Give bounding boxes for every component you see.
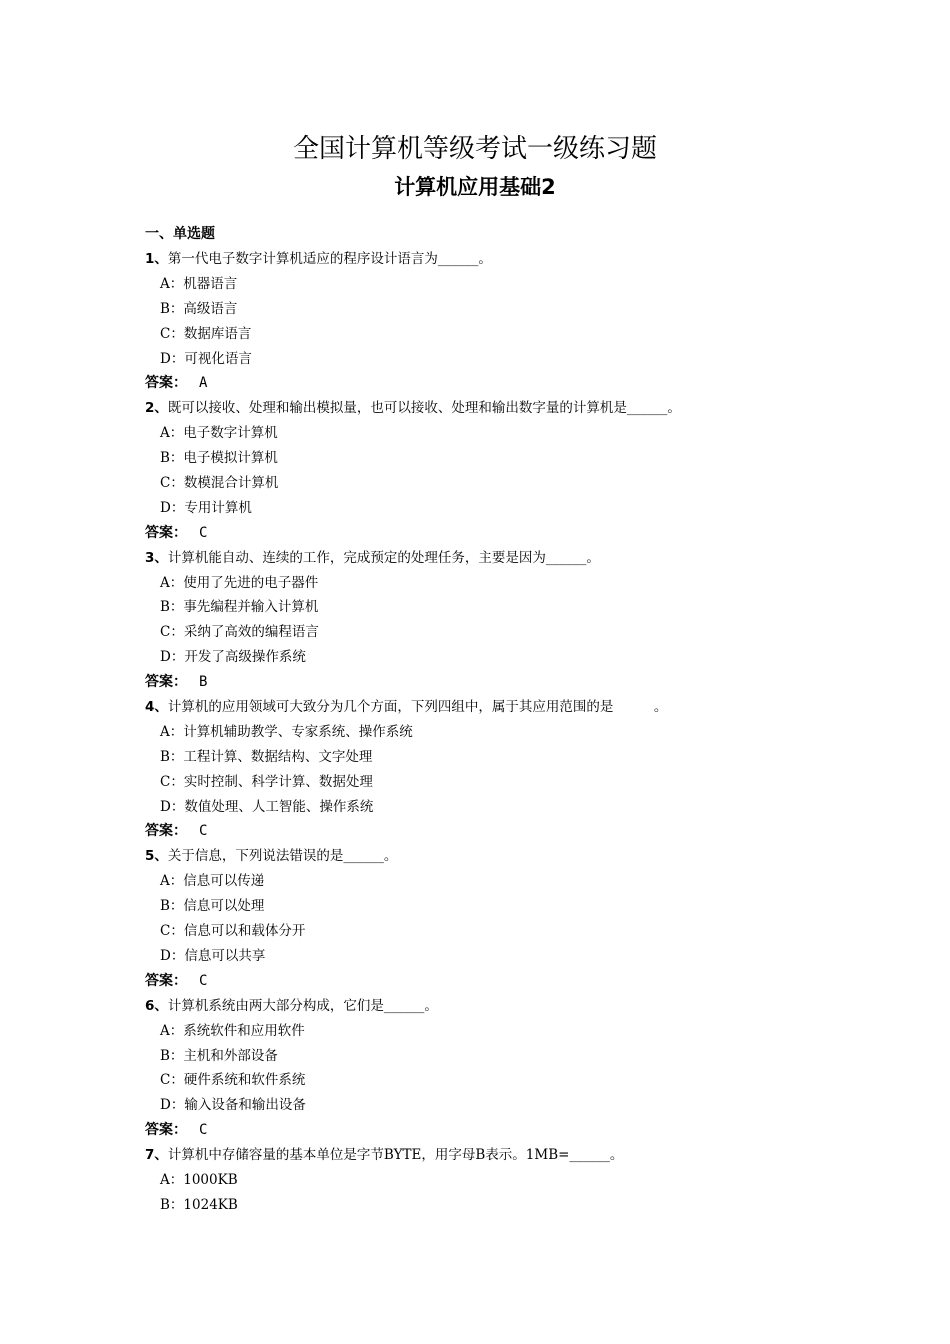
- option-text: 信息可以传递: [183, 873, 265, 890]
- answer-value: C: [199, 823, 208, 840]
- answer-label: 答案：: [145, 972, 187, 989]
- option-letter: B：: [160, 300, 184, 317]
- option-text: 高级语言: [183, 300, 238, 317]
- option-text: 数值处理、人工智能、操作系统: [184, 798, 374, 815]
- answer-label: 答案：: [145, 674, 187, 691]
- option-letter: D：: [160, 1097, 185, 1114]
- question-stem: [145, 844, 845, 869]
- option-letter: A：: [160, 1171, 184, 1188]
- option-text: 输入设备和输出设备: [184, 1097, 306, 1114]
- option-letter: C：: [160, 325, 184, 342]
- answer-option: [145, 720, 845, 745]
- option-letter: C：: [160, 773, 184, 790]
- option-letter: B：: [160, 898, 184, 915]
- answer-value: C: [199, 1122, 208, 1139]
- question-stem: [145, 247, 845, 272]
- option-text: 信息可以处理: [183, 898, 265, 915]
- option-text: 事先编程并输入计算机: [183, 599, 319, 616]
- option-letter: B：: [160, 1196, 184, 1213]
- section-heading: 一、单选题: [145, 226, 215, 242]
- answer-option: [145, 1193, 845, 1218]
- option-text: 实时控制、科学计算、数据处理: [183, 773, 373, 790]
- answer-option: [145, 595, 845, 620]
- answer-option: [145, 770, 845, 795]
- answer-option: [145, 944, 845, 969]
- answer-line: [145, 521, 845, 546]
- option-letter: A：: [160, 873, 184, 890]
- option-text: 主机和外部设备: [183, 1047, 278, 1064]
- question-number: 4、: [145, 699, 168, 716]
- question-block: [145, 1143, 845, 1218]
- question-block: [145, 695, 845, 844]
- answer-option: [145, 645, 845, 670]
- option-letter: D：: [160, 947, 185, 964]
- question-list: [145, 247, 845, 1218]
- option-text: 电子数字计算机: [183, 425, 278, 442]
- option-letter: D：: [160, 499, 185, 516]
- answer-label: 答案：: [145, 823, 187, 840]
- option-text: 1000KB: [183, 1171, 238, 1188]
- answer-label: 答案：: [145, 375, 187, 392]
- answer-option: [145, 745, 845, 770]
- question-block: [145, 546, 845, 695]
- option-text: 可视化语言: [184, 350, 252, 367]
- answer-line: [145, 819, 845, 844]
- option-text: 专用计算机: [184, 499, 252, 516]
- option-text: 采纳了高效的编程语言: [183, 624, 319, 641]
- question-text: 既可以接收、处理和输出模拟量，也可以接收、处理和输出数字量的计算机是______。: [167, 400, 681, 417]
- option-text: 信息可以共享: [184, 947, 266, 964]
- option-text: 信息可以和载体分开: [183, 923, 306, 940]
- option-letter: D：: [160, 350, 185, 367]
- option-letter: B：: [160, 450, 184, 467]
- option-text: 使用了先进的电子器件: [183, 574, 319, 591]
- answer-option: [145, 919, 845, 944]
- option-letter: B：: [160, 599, 184, 616]
- option-text: 系统软件和应用软件: [183, 1022, 305, 1039]
- question-stem: [145, 994, 845, 1019]
- answer-line: [145, 969, 845, 994]
- option-letter: C：: [160, 624, 184, 641]
- answer-label: 答案：: [145, 524, 187, 541]
- answer-option: [145, 322, 845, 347]
- answer-option: [145, 795, 845, 820]
- option-letter: C：: [160, 475, 184, 492]
- answer-option: [145, 297, 845, 322]
- option-text: 工程计算、数据结构、文字处理: [183, 748, 373, 765]
- question-stem: [145, 1143, 845, 1168]
- answer-option: [145, 1044, 845, 1069]
- answer-option: [145, 272, 845, 297]
- option-text: 机器语言: [183, 275, 238, 292]
- option-text: 1024KB: [183, 1196, 238, 1213]
- answer-value: C: [199, 524, 208, 541]
- question-text: 计算机系统由两大部分构成，它们是______。: [167, 997, 438, 1014]
- answer-label: 答案：: [145, 1122, 187, 1139]
- question-stem: [145, 396, 845, 421]
- answer-option: [145, 1068, 845, 1093]
- answer-line: [145, 670, 845, 695]
- option-letter: D：: [160, 649, 185, 666]
- answer-option: [145, 571, 845, 596]
- answer-value: A: [199, 375, 208, 392]
- question-text: 计算机能自动、连续的工作，完成预定的处理任务，主要是因为______。: [167, 549, 600, 566]
- content-body: [145, 222, 845, 1218]
- answer-option: [145, 894, 845, 919]
- question-number: 6、: [145, 997, 168, 1014]
- option-text: 数模混合计算机: [183, 475, 279, 492]
- option-letter: B：: [160, 1047, 184, 1064]
- option-text: 开发了高级操作系统: [184, 649, 306, 666]
- question-number: 1、: [145, 251, 168, 267]
- answer-option: [145, 496, 845, 521]
- question-stem: [145, 546, 845, 571]
- answer-line: [145, 1118, 845, 1143]
- answer-option: [145, 869, 845, 894]
- answer-line: [145, 371, 845, 396]
- option-letter: A：: [160, 574, 184, 591]
- question-block: [145, 844, 845, 993]
- option-letter: A：: [160, 425, 184, 442]
- option-text: 硬件系统和软件系统: [183, 1072, 306, 1089]
- option-letter: A：: [160, 723, 184, 740]
- answer-option: [145, 1019, 845, 1044]
- question-number: 7、: [145, 1147, 168, 1164]
- option-letter: D：: [160, 798, 185, 815]
- question-text: 关于信息，下列说法错误的是______。: [167, 848, 398, 865]
- answer-option: [145, 446, 845, 471]
- option-letter: C：: [160, 1072, 184, 1089]
- question-number: 5、: [145, 848, 168, 865]
- question-block: [145, 247, 845, 396]
- option-letter: C：: [160, 923, 184, 940]
- option-text: 电子模拟计算机: [183, 450, 278, 467]
- question-number: 3、: [145, 549, 168, 566]
- answer-value: B: [199, 674, 208, 691]
- document-title: 全国计算机等级考试一级练习题: [292, 134, 657, 164]
- answer-option: [145, 347, 845, 372]
- question-text: 第一代电子数字计算机适应的程序设计语言为______。: [167, 251, 492, 267]
- question-block: [145, 396, 845, 545]
- answer-option: [145, 1168, 845, 1193]
- option-letter: B：: [160, 748, 184, 765]
- question-number: 2、: [145, 400, 168, 417]
- answer-option: [145, 471, 845, 496]
- question-text: 计算机中存储容量的基本单位是字节BYTE，用字母B表示。1MB=______。: [167, 1147, 624, 1164]
- answer-option: [145, 421, 845, 446]
- option-letter: A：: [160, 1022, 184, 1039]
- question-block: [145, 994, 845, 1143]
- question-stem: [145, 695, 845, 720]
- option-letter: A：: [160, 275, 184, 292]
- option-text: 数据库语言: [183, 325, 252, 342]
- answer-option: [145, 620, 845, 645]
- answer-option: [145, 1093, 845, 1118]
- document-subtitle: 计算机应用基础2: [394, 175, 556, 199]
- answer-value: C: [199, 972, 208, 989]
- option-text: 计算机辅助教学、专家系统、操作系统: [183, 723, 413, 740]
- question-text: 计算机的应用领域可大致分为几个方面，下列四组中，属于其应用范围的是 。: [167, 699, 668, 716]
